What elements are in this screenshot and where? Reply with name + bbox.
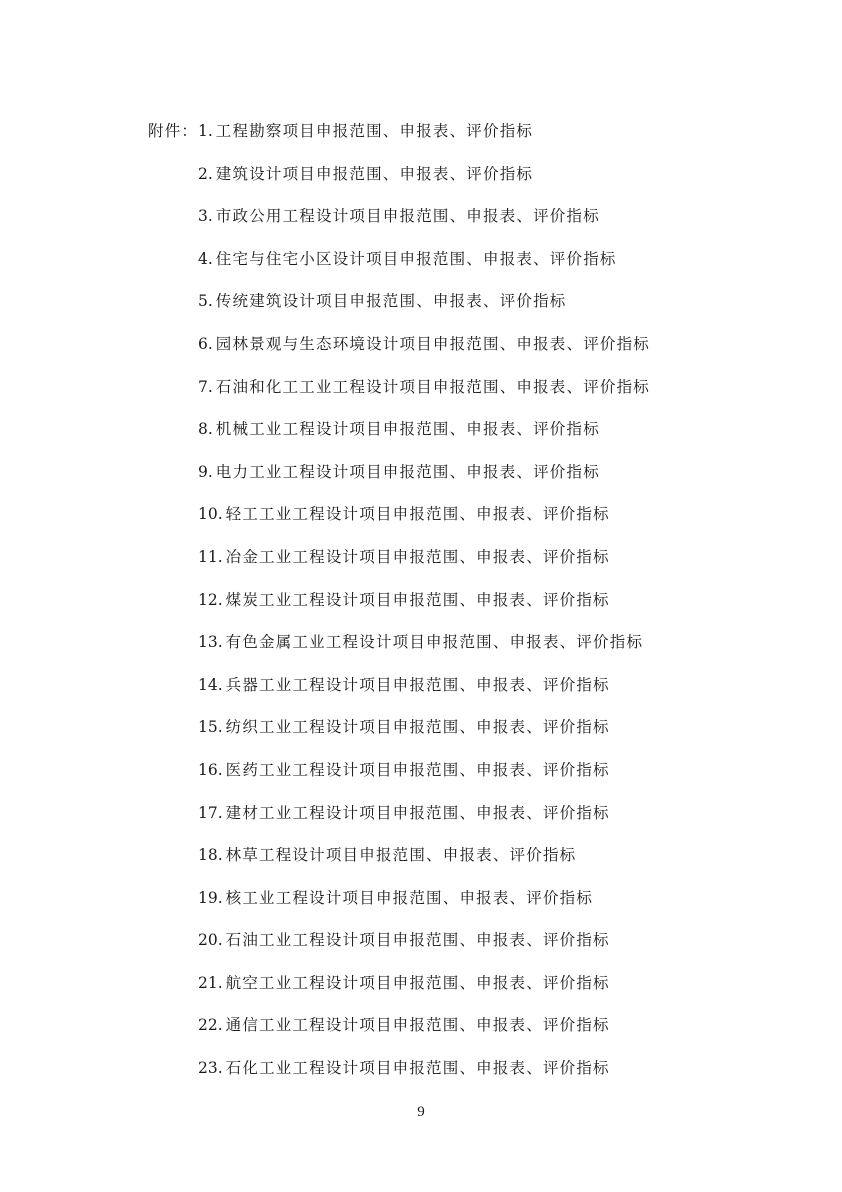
item-number: 10. [198,505,223,524]
attachment-item [148,159,808,202]
item-text: 石油工业工程设计项目申报范围、申报表、评价指标 [225,931,610,950]
item-number: 13. [198,633,223,652]
attachment-item [148,414,808,457]
attachment-item [148,883,808,926]
attachment-item [148,201,808,244]
attachment-lead-label: 附件： [148,122,199,140]
item-number: 1. [198,122,213,140]
item-text: 机械工业工程设计项目申报范围、申报表、评价指标 [215,420,600,439]
item-number: 23. [198,1059,223,1078]
item-text: 建材工业工程设计项目申报范围、申报表、评价指标 [225,803,610,822]
item-text: 石油和化工工业工程设计项目申报范围、申报表、评价指标 [215,377,650,396]
attachment-item [148,116,808,159]
attachment-item [148,1010,808,1053]
item-number: 4. [198,249,213,268]
attachment-item [148,968,808,1011]
item-number: 17. [198,803,223,822]
attachment-item [148,244,808,287]
attachment-item [148,755,808,798]
item-text: 有色金属工业工程设计项目申报范围、申报表、评价指标 [225,633,644,652]
item-text: 兵器工业工程设计项目申报范围、申报表、评价指标 [225,675,610,694]
item-number: 16. [198,760,223,779]
item-number: 14. [198,675,223,694]
attachment-list [148,116,808,1096]
attachment-item [148,499,808,542]
item-text: 煤炭工业工程设计项目申报范围、申报表、评价指标 [225,590,610,609]
item-number: 6. [198,334,213,353]
attachment-item [148,840,808,883]
attachment-item [148,670,808,713]
item-number: 3. [198,207,213,226]
item-number: 2. [198,164,213,183]
attachment-item [148,457,808,500]
item-text: 航空工业工程设计项目申报范围、申报表、评价指标 [225,973,610,992]
page-number: 9 [417,1104,425,1120]
item-number: 8. [198,420,213,439]
attachment-item [148,627,808,670]
attachment-item [148,286,808,329]
item-text: 建筑设计项目申报范围、申报表、评价指标 [215,164,534,183]
item-number: 22. [198,1016,223,1035]
attachment-item [148,542,808,585]
item-number: 9. [198,462,213,481]
item-number: 11. [198,547,223,566]
item-text: 市政公用工程设计项目申报范围、申报表、评价指标 [215,207,600,226]
attachment-item [148,712,808,755]
item-text: 电力工业工程设计项目申报范围、申报表、评价指标 [215,462,600,481]
item-text: 住宅与住宅小区设计项目申报范围、申报表、评价指标 [215,249,617,268]
item-number: 7. [198,377,213,396]
attachment-item [148,1053,808,1096]
attachment-item [148,798,808,841]
item-number: 19. [198,888,223,907]
item-number: 15. [198,718,223,737]
attachment-item [148,925,808,968]
attachment-item [148,585,808,628]
item-number: 21. [198,973,223,992]
item-text: 通信工业工程设计项目申报范围、申报表、评价指标 [225,1016,610,1035]
item-text: 核工业工程设计项目申报范围、申报表、评价指标 [225,888,594,907]
attachment-item [148,372,808,415]
item-number: 5. [198,292,213,311]
item-text: 园林景观与生态环境设计项目申报范围、申报表、评价指标 [215,334,650,353]
attachment-item [148,329,808,372]
item-text: 传统建筑设计项目申报范围、申报表、评价指标 [215,292,567,311]
item-number: 18. [198,846,223,865]
item-number: 12. [198,590,223,609]
item-text: 冶金工业工程设计项目申报范围、申报表、评价指标 [225,547,610,566]
item-number: 20. [198,931,223,950]
item-text: 纺织工业工程设计项目申报范围、申报表、评价指标 [225,718,610,737]
item-text: 医药工业工程设计项目申报范围、申报表、评价指标 [225,760,610,779]
item-text: 石化工业工程设计项目申报范围、申报表、评价指标 [225,1059,610,1078]
item-text: 工程勘察项目申报范围、申报表、评价指标 [215,122,534,140]
item-text: 轻工工业工程设计项目申报范围、申报表、评价指标 [225,505,610,524]
item-text: 林草工程设计项目申报范围、申报表、评价指标 [225,846,577,865]
